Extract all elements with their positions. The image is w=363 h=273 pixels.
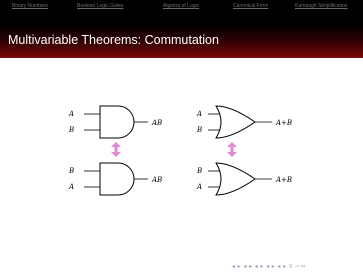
and-gate-bottom (84, 163, 148, 195)
slide-title: Multivariable Theorems: Commutation (8, 33, 219, 47)
beamer-navigation-controls[interactable]: ◂ ▸ ◂ ▸ ◂ ▸ ◂ ▸ ◂ ▸ ≡ ∽∾ (232, 264, 307, 270)
nav-link-karnaugh-simplification[interactable]: Karnaugh Simplification (295, 3, 348, 9)
nav-link-binary-numbers[interactable]: Binary Numbers (12, 3, 48, 9)
and-gate-top (84, 106, 148, 138)
nav-link-boolean-logic-gates[interactable]: Boolean Logic Gates (77, 3, 124, 9)
nav-link-canonical-form[interactable]: Canonical Form (233, 3, 269, 9)
bottom-and-input-a-label: B (69, 167, 75, 175)
bottom-or-input-b-label: A (197, 183, 203, 191)
top-or-input-a-label: A (197, 110, 203, 118)
bottom-or-input-a-label: B (197, 167, 203, 175)
top-and-input-b-label: B (69, 126, 75, 134)
bottom-and-output-label: AB (152, 176, 163, 184)
top-or-output-label: A+B (276, 119, 293, 127)
equivalence-arrow-or (227, 142, 237, 157)
bottom-and-input-b-label: A (69, 183, 75, 191)
or-gate-top (208, 106, 272, 138)
or-gate-bottom (208, 163, 272, 195)
equivalence-arrow-and (111, 142, 121, 157)
nav-link-algebra-of-logic[interactable]: Algebra of Logic (163, 3, 200, 9)
top-or-input-b-label: B (197, 126, 203, 134)
top-and-output-label: AB (152, 119, 163, 127)
top-and-input-a-label: A (69, 110, 75, 118)
bottom-or-output-label: A+B (276, 176, 293, 184)
